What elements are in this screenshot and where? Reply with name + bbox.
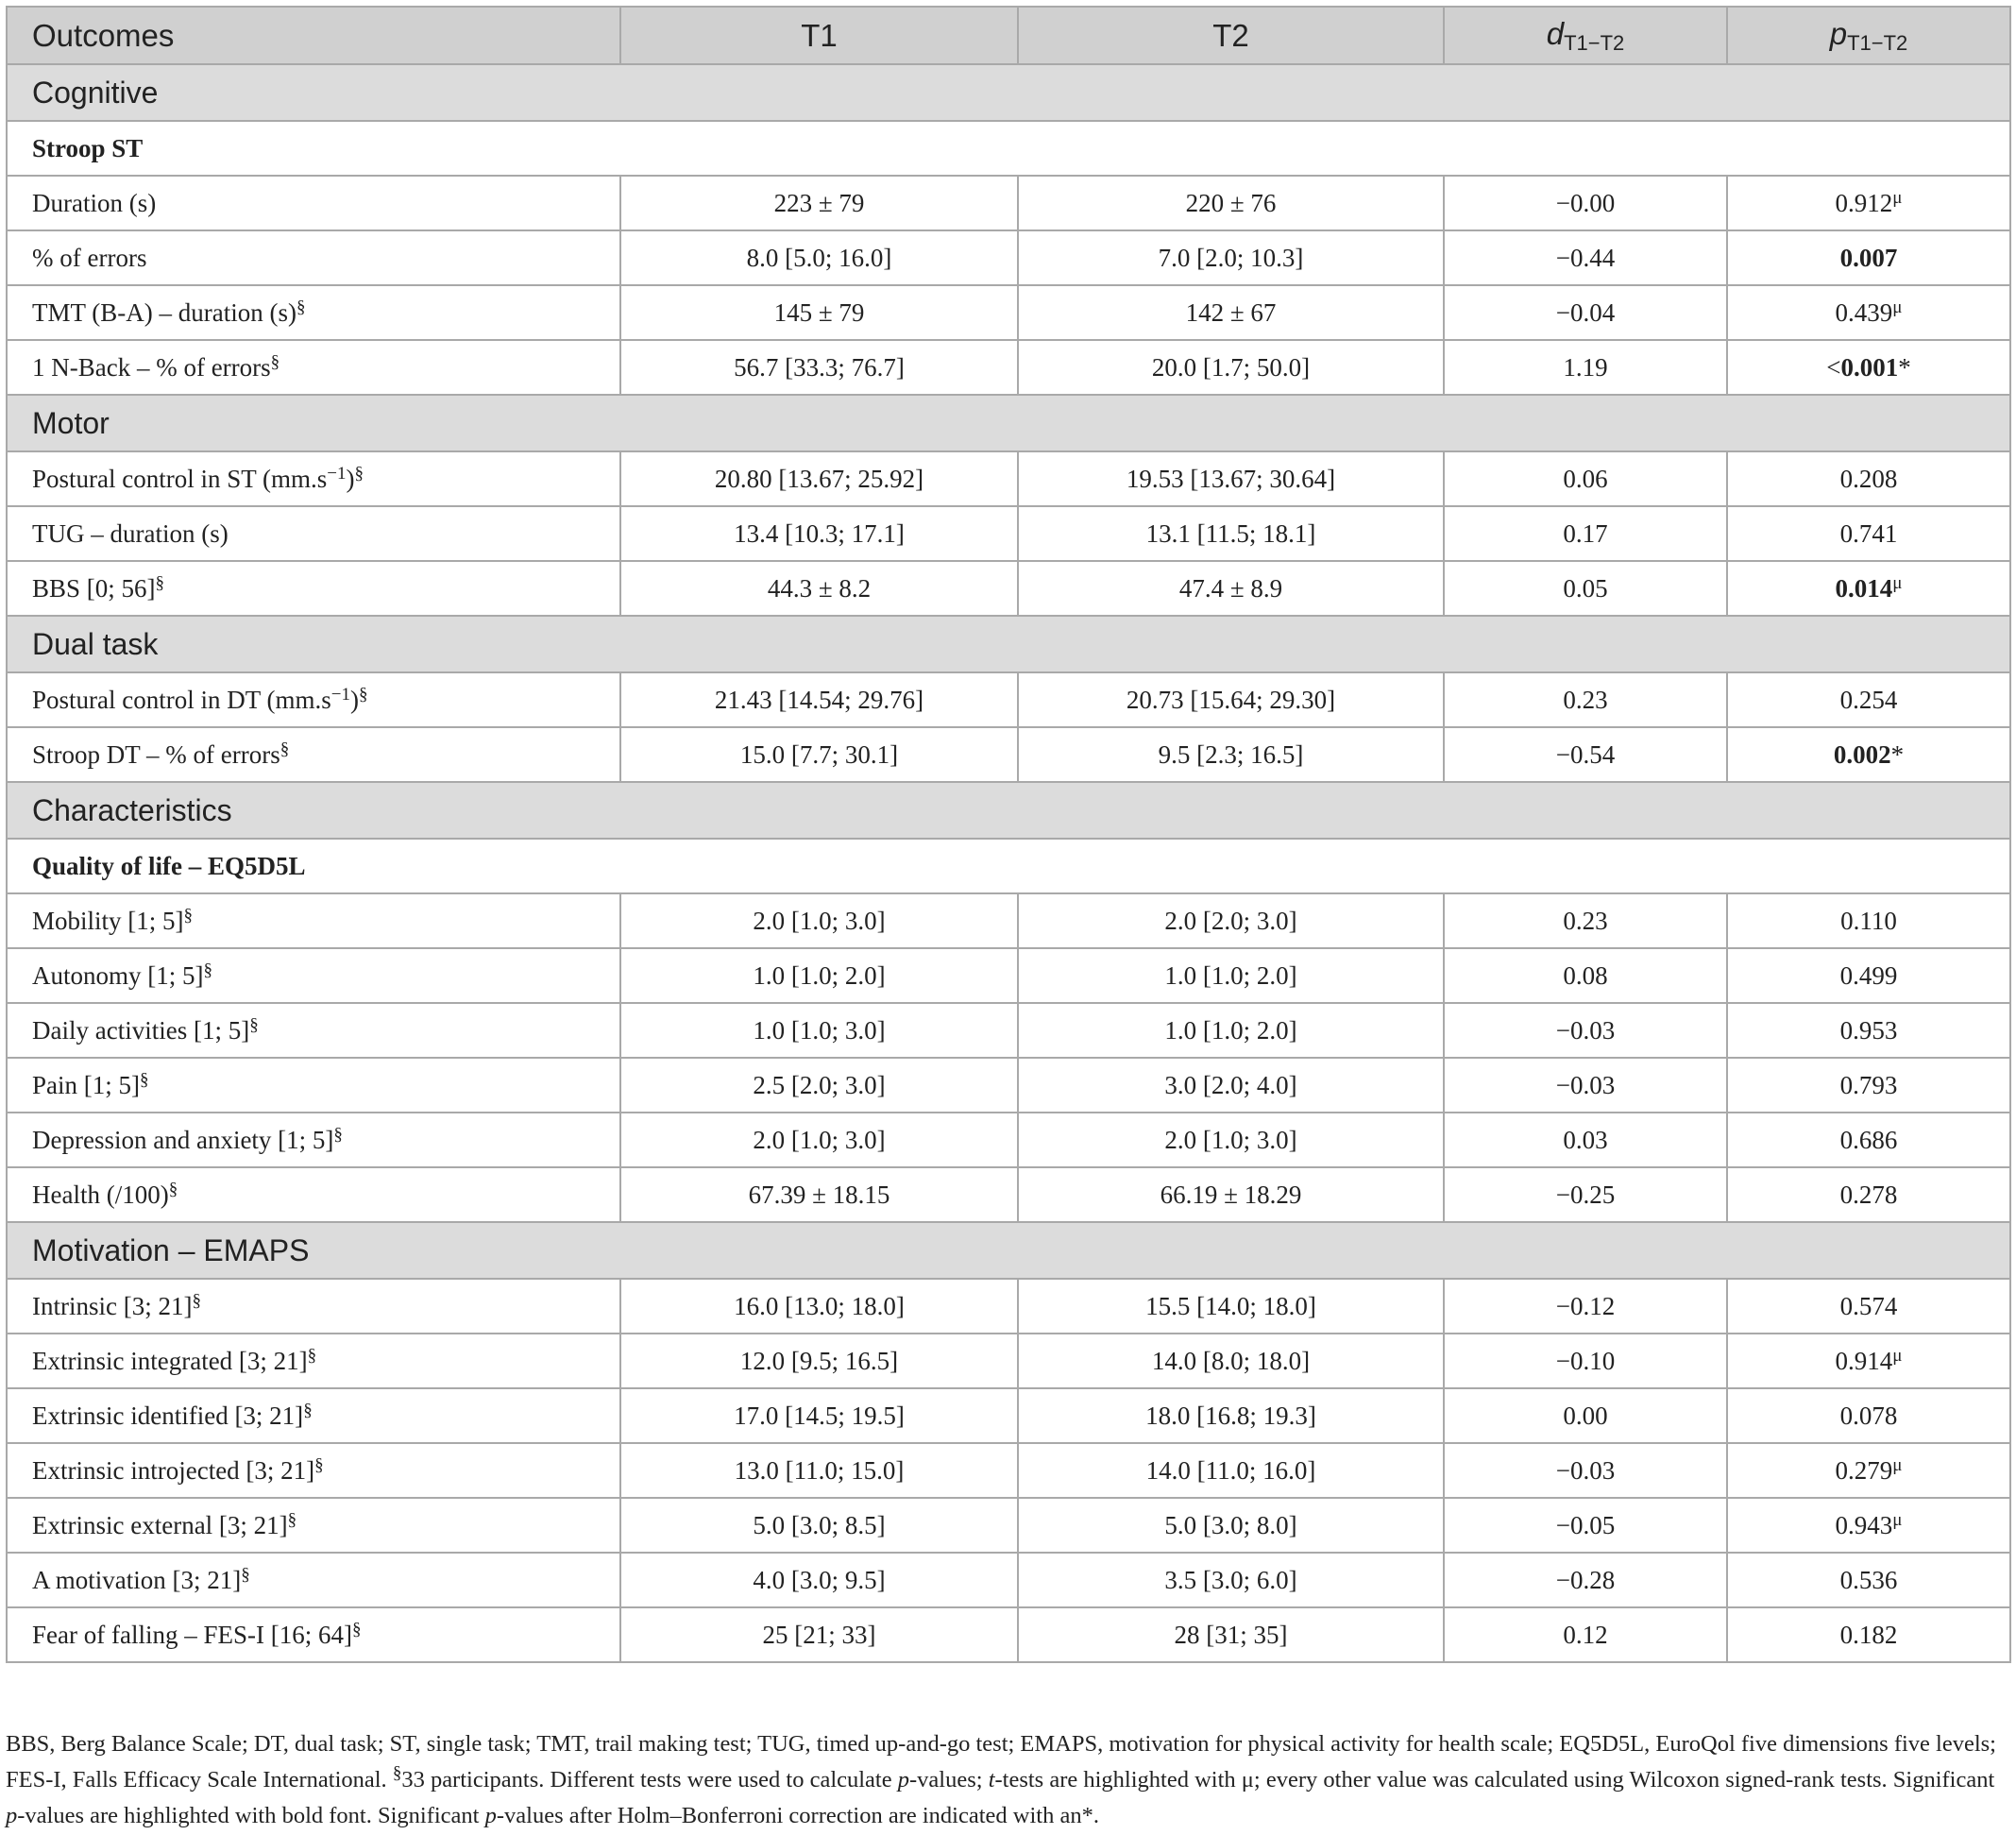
- t2-value: 28 [31; 35]: [1018, 1607, 1444, 1662]
- header-d-main: d: [1546, 15, 1565, 51]
- t2-value: 13.1 [11.5; 18.1]: [1018, 506, 1444, 561]
- t2-value: 3.5 [3.0; 6.0]: [1018, 1553, 1444, 1607]
- p-value: [1727, 340, 2010, 395]
- p-value-text: 0.001: [1840, 352, 1899, 382]
- outcome-label: [7, 506, 620, 561]
- p-value-mu-marker: μ: [1892, 187, 1903, 208]
- outcome-label-superscript: §: [333, 1124, 343, 1145]
- footnote-text-5: -values are highlighted with bold font. Significant: [17, 1803, 485, 1828]
- t1-value: 25 [21; 33]: [620, 1607, 1018, 1662]
- outcome-label-text: Daily activities [1; 5]: [32, 1015, 250, 1045]
- effect-size-value: −0.03: [1444, 1003, 1727, 1058]
- t1-value: 2.0 [1.0; 3.0]: [620, 893, 1018, 948]
- t1-value: 15.0 [7.7; 30.1]: [620, 727, 1018, 782]
- header-p-sub: T1−T2: [1847, 30, 1908, 55]
- outcome-label: [7, 893, 620, 948]
- p-value: [1727, 1113, 2010, 1167]
- t2-value: 14.0 [11.0; 16.0]: [1018, 1443, 1444, 1498]
- table-row: [7, 893, 2010, 948]
- outcome-label-text: Extrinsic external [3; 21]: [32, 1510, 288, 1539]
- t2-value: 3.0 [2.0; 4.0]: [1018, 1058, 1444, 1113]
- outcome-label-superscript: §: [203, 960, 212, 980]
- p-value-text: 0.014: [1835, 573, 1893, 603]
- outcome-label-text: BBS [0; 56]: [32, 573, 156, 603]
- outcome-label: [7, 561, 620, 616]
- t2-value: 1.0 [1.0; 2.0]: [1018, 948, 1444, 1003]
- outcome-label: [7, 1279, 620, 1334]
- p-value-text: 0.110: [1840, 906, 1897, 935]
- effect-size-value: 0.23: [1444, 893, 1727, 948]
- p-value-text: 0.254: [1839, 685, 1898, 714]
- t1-value: 2.0 [1.0; 3.0]: [620, 1113, 1018, 1167]
- outcome-label-tail: ): [346, 464, 355, 493]
- p-value-asterisk: *: [1890, 739, 1905, 769]
- effect-size-value: 0.23: [1444, 672, 1727, 727]
- t2-value: 47.4 ± 8.9: [1018, 561, 1444, 616]
- outcome-label-superscript: §: [192, 1290, 201, 1311]
- t1-value: 17.0 [14.5; 19.5]: [620, 1388, 1018, 1443]
- section-label-characteristics: Characteristics: [7, 782, 2010, 839]
- p-value: [1727, 1498, 2010, 1553]
- outcome-label-superscript: §: [140, 1069, 149, 1090]
- table-row: [7, 1443, 2010, 1498]
- outcome-label-superscript: §: [303, 1400, 313, 1420]
- t2-value: 5.0 [3.0; 8.0]: [1018, 1498, 1444, 1553]
- p-value-text: 0.912: [1835, 188, 1893, 217]
- effect-size-value: −0.04: [1444, 285, 1727, 340]
- t2-value: 20.0 [1.7; 50.0]: [1018, 340, 1444, 395]
- t2-value: 1.0 [1.0; 2.0]: [1018, 1003, 1444, 1058]
- table-body: [7, 64, 2010, 1662]
- outcome-label-exponent: −1: [327, 463, 347, 484]
- outcome-label: [7, 672, 620, 727]
- p-value: [1727, 1607, 2010, 1662]
- p-value: [1727, 1167, 2010, 1222]
- t2-value: 220 ± 76: [1018, 176, 1444, 230]
- p-value-mu-marker: μ: [1892, 1509, 1903, 1530]
- subheader-row-qol: [7, 839, 2010, 893]
- table-row: [7, 451, 2010, 506]
- p-value-text: 0.279: [1835, 1455, 1893, 1485]
- t1-value: 4.0 [3.0; 9.5]: [620, 1553, 1018, 1607]
- table-footnote: [6, 1726, 2009, 1834]
- p-value: [1727, 451, 2010, 506]
- header-p-main: p: [1829, 15, 1848, 51]
- outcome-label-text: Postural control in ST (mm.s: [32, 464, 328, 493]
- p-value-text: 0.953: [1839, 1015, 1898, 1045]
- outcome-label: [7, 1498, 620, 1553]
- t2-value: 2.0 [1.0; 3.0]: [1018, 1113, 1444, 1167]
- outcome-label: [7, 1003, 620, 1058]
- p-value-mu-marker: μ: [1892, 1345, 1903, 1366]
- outcome-label-text: Extrinsic integrated [3; 21]: [32, 1346, 308, 1375]
- outcome-label-text: Extrinsic introjected [3; 21]: [32, 1455, 315, 1485]
- t1-value: 67.39 ± 18.15: [620, 1167, 1018, 1222]
- t2-value: 15.5 [14.0; 18.0]: [1018, 1279, 1444, 1334]
- p-value: [1727, 672, 2010, 727]
- table-row: [7, 340, 2010, 395]
- footnote-text-2: 33 participants. Different tests were used to calculate: [401, 1767, 898, 1793]
- outcome-label-text: A motivation [3; 21]: [32, 1565, 242, 1594]
- outcome-label: [7, 1334, 620, 1388]
- results-table: [6, 6, 2011, 1663]
- t2-value: 14.0 [8.0; 18.0]: [1018, 1334, 1444, 1388]
- t1-value: 16.0 [13.0; 18.0]: [620, 1279, 1018, 1334]
- effect-size-value: −0.05: [1444, 1498, 1727, 1553]
- t1-value: 1.0 [1.0; 3.0]: [620, 1003, 1018, 1058]
- section-label-cognitive: Cognitive: [7, 64, 2010, 121]
- p-value: [1727, 727, 2010, 782]
- outcome-label-superscript: §: [168, 1179, 178, 1199]
- header-row: [7, 7, 2010, 64]
- p-value: [1727, 1058, 2010, 1113]
- t1-value: 13.0 [11.0; 15.0]: [620, 1443, 1018, 1498]
- effect-size-value: 0.05: [1444, 561, 1727, 616]
- section-label-motor: Motor: [7, 395, 2010, 451]
- outcome-label-superscript: §: [270, 351, 280, 372]
- effect-size-value: 0.06: [1444, 451, 1727, 506]
- t2-value: 9.5 [2.3; 16.5]: [1018, 727, 1444, 782]
- outcome-label-text: Stroop DT – % of errors: [32, 739, 280, 769]
- outcome-label-exponent: −1: [330, 684, 350, 705]
- p-value-text: 0.741: [1839, 518, 1898, 548]
- p-value-text: 0.914: [1835, 1346, 1893, 1375]
- table-row: [7, 176, 2010, 230]
- p-value-prefix: <: [1826, 352, 1841, 382]
- outcome-label-text: Intrinsic [3; 21]: [32, 1291, 193, 1320]
- outcome-label-superscript: §: [249, 1014, 259, 1035]
- outcome-label: [7, 451, 620, 506]
- p-value-text: 0.439: [1835, 297, 1893, 327]
- table-row: [7, 948, 2010, 1003]
- outcome-label: [7, 1058, 620, 1113]
- effect-size-value: −0.44: [1444, 230, 1727, 285]
- footnote-t: t: [988, 1767, 995, 1793]
- table-row: [7, 1113, 2010, 1167]
- t2-value: 2.0 [2.0; 3.0]: [1018, 893, 1444, 948]
- p-value-text: 0.278: [1839, 1180, 1898, 1209]
- footnote-text-3: -values;: [909, 1767, 989, 1793]
- outcome-label: [7, 1113, 620, 1167]
- p-value: [1727, 1443, 2010, 1498]
- table-row: [7, 1607, 2010, 1662]
- p-value-text: 0.078: [1839, 1401, 1898, 1430]
- section-label-dual: Dual task: [7, 616, 2010, 672]
- outcome-label: [7, 727, 620, 782]
- outcome-label-superscript: §: [183, 905, 193, 926]
- outcome-label-text: Health (/100): [32, 1180, 169, 1209]
- table-row: [7, 727, 2010, 782]
- outcome-label: [7, 176, 620, 230]
- p-value-text: 0.182: [1839, 1620, 1898, 1649]
- outcome-label-text: Autonomy [1; 5]: [32, 960, 204, 990]
- table-row: [7, 1388, 2010, 1443]
- header-d-sub: T1−T2: [1564, 30, 1625, 55]
- t1-value: 44.3 ± 8.2: [620, 561, 1018, 616]
- footnote-section-mark: §: [392, 1763, 402, 1783]
- table-row: [7, 230, 2010, 285]
- outcome-label-text: % of errors: [32, 243, 147, 272]
- p-value: [1727, 285, 2010, 340]
- outcome-label-superscript: §: [351, 1619, 362, 1640]
- outcome-label-superscript: §: [307, 1345, 317, 1366]
- p-value: [1727, 893, 2010, 948]
- p-value-text: 0.943: [1835, 1510, 1893, 1539]
- t2-value: 7.0 [2.0; 10.3]: [1018, 230, 1444, 285]
- section-row-motivation: [7, 1222, 2010, 1279]
- table-row: [7, 672, 2010, 727]
- p-value: [1727, 1388, 2010, 1443]
- p-value: [1727, 1003, 2010, 1058]
- outcome-label-superscript: §: [358, 684, 368, 705]
- outcome-label: [7, 948, 620, 1003]
- subheader-row-stroop: [7, 121, 2010, 176]
- outcome-label-superscript: §: [354, 463, 364, 484]
- outcome-label-superscript: §: [314, 1454, 324, 1475]
- outcome-label-text: Postural control in DT (mm.s: [32, 685, 331, 714]
- outcome-label-superscript: §: [296, 297, 306, 317]
- effect-size-value: −0.54: [1444, 727, 1727, 782]
- p-value-mu-marker: μ: [1892, 572, 1903, 593]
- p-value: [1727, 561, 2010, 616]
- p-value-asterisk: *: [1898, 352, 1911, 382]
- subheader-label-stroop: Stroop ST: [7, 121, 2010, 176]
- t2-value: 19.53 [13.67; 30.64]: [1018, 451, 1444, 506]
- footnote-text-1: BBS, Berg Balance Scale; DT, dual task; ST, single task; TMT, trail making test; TUG, timed up-and-go test; EMAPS, motivation for physical activity for health scale; EQ5D5L, EuroQol five dimensions five levels; FES-I, Falls Efficacy Scale International.: [6, 1731, 1996, 1793]
- p-value-text: 0.007: [1839, 243, 1898, 272]
- p-value: [1727, 948, 2010, 1003]
- header-outcomes: Outcomes: [7, 7, 620, 64]
- table-row: [7, 1003, 2010, 1058]
- table-row: [7, 285, 2010, 340]
- effect-size-value: −0.28: [1444, 1553, 1727, 1607]
- effect-size-value: −0.12: [1444, 1279, 1727, 1334]
- results-table-container: [6, 6, 2009, 1663]
- p-value: [1727, 1334, 2010, 1388]
- outcome-label-text: 1 N-Back – % of errors: [32, 352, 271, 382]
- effect-size-value: 0.12: [1444, 1607, 1727, 1662]
- outcome-label-tail: ): [349, 685, 359, 714]
- table-row: [7, 1334, 2010, 1388]
- outcome-label-superscript: §: [155, 572, 165, 593]
- p-value-text: 0.499: [1839, 960, 1898, 990]
- outcome-label-text: TMT (B-A) – duration (s): [32, 297, 296, 327]
- p-value: [1727, 230, 2010, 285]
- t1-value: 13.4 [10.3; 17.1]: [620, 506, 1018, 561]
- section-row-cognitive: [7, 64, 2010, 121]
- p-value-text: 0.536: [1839, 1565, 1898, 1594]
- t1-value: 2.5 [2.0; 3.0]: [620, 1058, 1018, 1113]
- t2-value: 142 ± 67: [1018, 285, 1444, 340]
- t1-value: 20.80 [13.67; 25.92]: [620, 451, 1018, 506]
- p-value: [1727, 1553, 2010, 1607]
- p-value-text: 0.574: [1839, 1291, 1898, 1320]
- section-label-motivation: Motivation – EMAPS: [7, 1222, 2010, 1279]
- section-row-motor: [7, 395, 2010, 451]
- p-value: [1727, 506, 2010, 561]
- t1-value: 223 ± 79: [620, 176, 1018, 230]
- outcome-label-text: TUG – duration (s): [32, 518, 229, 548]
- t1-value: 5.0 [3.0; 8.5]: [620, 1498, 1018, 1553]
- outcome-label: [7, 1607, 620, 1662]
- effect-size-value: −0.03: [1444, 1058, 1727, 1113]
- header-d: [1444, 7, 1727, 64]
- t1-value: 21.43 [14.54; 29.76]: [620, 672, 1018, 727]
- effect-size-value: 0.03: [1444, 1113, 1727, 1167]
- effect-size-value: −0.25: [1444, 1167, 1727, 1222]
- effect-size-value: −0.10: [1444, 1334, 1727, 1388]
- header-p: [1727, 7, 2010, 64]
- p-value-mu-marker: μ: [1892, 297, 1903, 317]
- p-value-mu-marker: μ: [1892, 1454, 1903, 1475]
- p-value: [1727, 176, 2010, 230]
- t2-value: 20.73 [15.64; 29.30]: [1018, 672, 1444, 727]
- t1-value: 56.7 [33.3; 76.7]: [620, 340, 1018, 395]
- p-value-text: 0.793: [1839, 1070, 1898, 1099]
- table-row: [7, 1167, 2010, 1222]
- effect-size-value: 0.17: [1444, 506, 1727, 561]
- outcome-label: [7, 1553, 620, 1607]
- footnote-text-4: -tests are highlighted with μ; every other value was calculated using Wilcoxon signed-rank tests. Significant: [994, 1767, 1995, 1793]
- subheader-label-qol: Quality of life – EQ5D5L: [7, 839, 2010, 893]
- t2-value: 18.0 [16.8; 19.3]: [1018, 1388, 1444, 1443]
- t1-value: 145 ± 79: [620, 285, 1018, 340]
- outcome-label: [7, 230, 620, 285]
- outcome-label-text: Fear of falling – FES-I [16; 64]: [32, 1620, 352, 1649]
- effect-size-value: −0.00: [1444, 176, 1727, 230]
- footnote-p-2: p: [6, 1803, 18, 1828]
- t1-value: 12.0 [9.5; 16.5]: [620, 1334, 1018, 1388]
- outcome-label-text: Duration (s): [32, 188, 157, 217]
- outcome-label: [7, 1167, 620, 1222]
- footnote-p-3: p: [484, 1803, 497, 1828]
- outcome-label: [7, 1443, 620, 1498]
- section-row-dual: [7, 616, 2010, 672]
- outcome-label: [7, 285, 620, 340]
- table-row: [7, 1058, 2010, 1113]
- table-row: [7, 561, 2010, 616]
- table-row: [7, 1553, 2010, 1607]
- outcome-label-text: Depression and anxiety [1; 5]: [32, 1125, 334, 1154]
- footnote-text-6: -values after Holm–Bonferroni correction are indicated with an*.: [496, 1803, 1099, 1828]
- outcome-label-text: Pain [1; 5]: [32, 1070, 140, 1099]
- outcome-label-superscript: §: [287, 1509, 297, 1530]
- outcome-label-text: Mobility [1; 5]: [32, 906, 184, 935]
- effect-size-value: 0.00: [1444, 1388, 1727, 1443]
- outcome-label: [7, 1388, 620, 1443]
- table-row: [7, 1279, 2010, 1334]
- section-row-characteristics: [7, 782, 2010, 839]
- p-value-text: 0.002: [1833, 739, 1891, 769]
- effect-size-value: 1.19: [1444, 340, 1727, 395]
- p-value-text: 0.208: [1839, 464, 1898, 493]
- outcome-label-text: Extrinsic identified [3; 21]: [32, 1401, 304, 1430]
- footnote-p-1: p: [897, 1767, 909, 1793]
- p-value: [1727, 1279, 2010, 1334]
- t1-value: 1.0 [1.0; 2.0]: [620, 948, 1018, 1003]
- effect-size-value: 0.08: [1444, 948, 1727, 1003]
- outcome-label-superscript: §: [241, 1564, 250, 1585]
- outcome-label-superscript: §: [280, 739, 290, 759]
- header-t2: T2: [1018, 7, 1444, 64]
- t1-value: 8.0 [5.0; 16.0]: [620, 230, 1018, 285]
- t2-value: 66.19 ± 18.29: [1018, 1167, 1444, 1222]
- header-t1: T1: [620, 7, 1018, 64]
- table-row: [7, 1498, 2010, 1553]
- table-row: [7, 506, 2010, 561]
- outcome-label: [7, 340, 620, 395]
- effect-size-value: −0.03: [1444, 1443, 1727, 1498]
- p-value-text: 0.686: [1839, 1125, 1898, 1154]
